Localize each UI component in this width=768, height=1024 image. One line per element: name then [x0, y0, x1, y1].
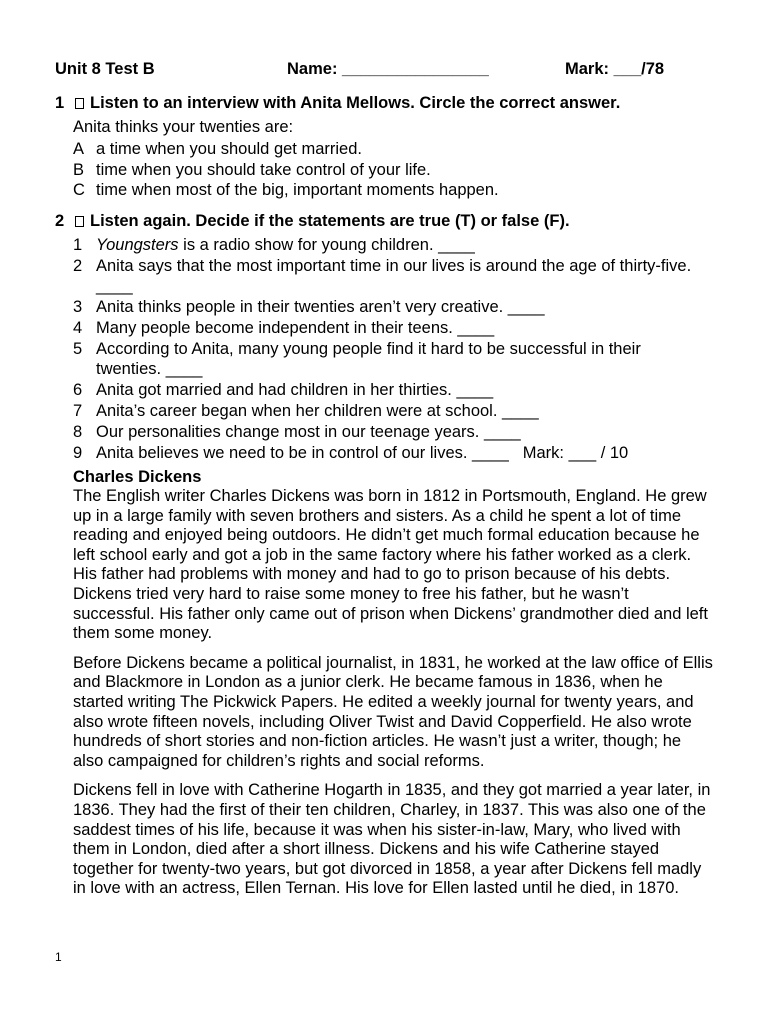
- test-header: [55, 58, 695, 80]
- option-text: time when most of the big, important moments happen.: [96, 181, 499, 199]
- unit-title: Unit 8 Test B: [55, 60, 155, 78]
- option-label: A: [73, 140, 85, 158]
- option-label: B: [73, 160, 85, 179]
- statement-item: [73, 380, 693, 400]
- statement-text: Anita’s career began when her children were at school. ____: [96, 402, 539, 420]
- statement-number: 8: [73, 423, 83, 441]
- reading-passage: [73, 467, 713, 909]
- statement-item: [73, 256, 693, 296]
- statement-text: Anita believes we need to be in control of our lives. ____: [96, 444, 509, 462]
- statement-item: [73, 297, 693, 317]
- question-1-options: [73, 139, 713, 201]
- question-2-instruction: Listen again. Decide if the statements are true (T) or false (F).: [90, 212, 570, 230]
- question-1-stem: Anita thinks your twenties are:: [73, 118, 294, 136]
- statement-number: 7: [73, 402, 83, 420]
- audio-icon: [75, 216, 84, 227]
- statement-item: [73, 422, 693, 442]
- statement-number: 4: [73, 319, 83, 337]
- question-2-heading: [55, 210, 570, 232]
- statement-text: Anita thinks people in their twenties aren’t very creative. ____: [96, 298, 545, 316]
- audio-icon: [75, 98, 84, 109]
- statement-text: Many people become independent in their teens. ____: [96, 319, 495, 337]
- passage-paragraph: Dickens fell in love with Catherine Hogarth in 1835, and they got married a year later, in 1836. They had the first of their ten children, Charley, in 1837. This was also one of the saddest times of his life, because it was when his sister-in-law, Mary, who lived with them in London, died after a short illness. Dickens and his wife Catherine stayed together for twenty-two years, but got divorced in 1858, a year after Dickens fell madly in love with an actress, Ellen Ternan. His love for Ellen lasted until he died, in 1870.: [73, 781, 711, 898]
- statement-text: is a radio show for young children. ____: [178, 236, 475, 254]
- statement-number: 1: [73, 236, 83, 254]
- total-mark: Mark: ___/78: [565, 60, 665, 78]
- statement-number: 6: [73, 381, 83, 399]
- option-label: C: [73, 181, 85, 199]
- passage-title: Charles Dickens: [73, 468, 202, 486]
- option-a: [73, 139, 713, 160]
- statement-text: Anita got married and had children in her thirties. ____: [96, 381, 494, 399]
- statement-item: [73, 339, 693, 379]
- statement-number: 9: [73, 444, 83, 462]
- question-1-instruction: Listen to an interview with Anita Mellows. Circle the correct answer.: [90, 94, 621, 112]
- name-field-label: Name: ________________: [287, 60, 489, 78]
- question-2-statements: [73, 235, 693, 464]
- statement-number: 2: [73, 257, 83, 275]
- section-mark: Mark: ___ / 10: [522, 444, 629, 462]
- statement-text: According to Anita, many young people find it hard to be successful in their twenties. ____: [96, 340, 641, 378]
- statement-item: [73, 443, 693, 463]
- page-number: 1: [55, 950, 62, 964]
- statement-text: Anita says that the most important time in our lives is around the age of thirty-five. ____: [96, 257, 692, 295]
- passage-paragraph: Before Dickens became a political journalist, in 1831, he worked at the law office of Ellis and Blackmore in London as a junior clerk. He became famous in 1836, when he started writing The Pickwick Papers. He edited a weekly journal for twenty years, and also wrote fifteen novels, including Oliver Twist and David Copperfield. He also wrote hundreds of short stories and non-fiction articles. He wasn’t just a writer, though; he also campaigned for children’s rights and social reforms.: [73, 653, 713, 770]
- question-number: 2: [55, 212, 65, 230]
- statement-number: 5: [73, 340, 83, 358]
- statement-number: 3: [73, 298, 83, 316]
- statement-item: [73, 318, 693, 338]
- statement-item: [73, 235, 693, 255]
- show-title: Youngsters: [96, 236, 179, 254]
- option-b: [73, 160, 713, 181]
- option-text: time when you should take control of your life.: [96, 160, 431, 179]
- question-1-heading: [55, 92, 620, 114]
- passage-paragraph: The English writer Charles Dickens was born in 1812 in Portsmouth, England. He grew up in a large family with seven brothers and sisters. As a child he spent a lot of time reading and enjoyed being outdoors. He didn’t get much formal education because he left school early and got a job in the same factory where his father worked as a clerk. His father had problems with money and had to go to prison because of his debts. Dickens tried very hard to raise some money to free his father, but he wasn’t successful. His father only came out of prison when Dickens’ grandmother died and left them some money.: [73, 487, 708, 643]
- option-text: a time when you should get married.: [96, 140, 362, 158]
- question-number: 1: [55, 94, 65, 112]
- statement-item: [73, 401, 693, 421]
- statement-text: Our personalities change most in our teenage years. ____: [96, 423, 521, 441]
- option-c: [73, 180, 713, 201]
